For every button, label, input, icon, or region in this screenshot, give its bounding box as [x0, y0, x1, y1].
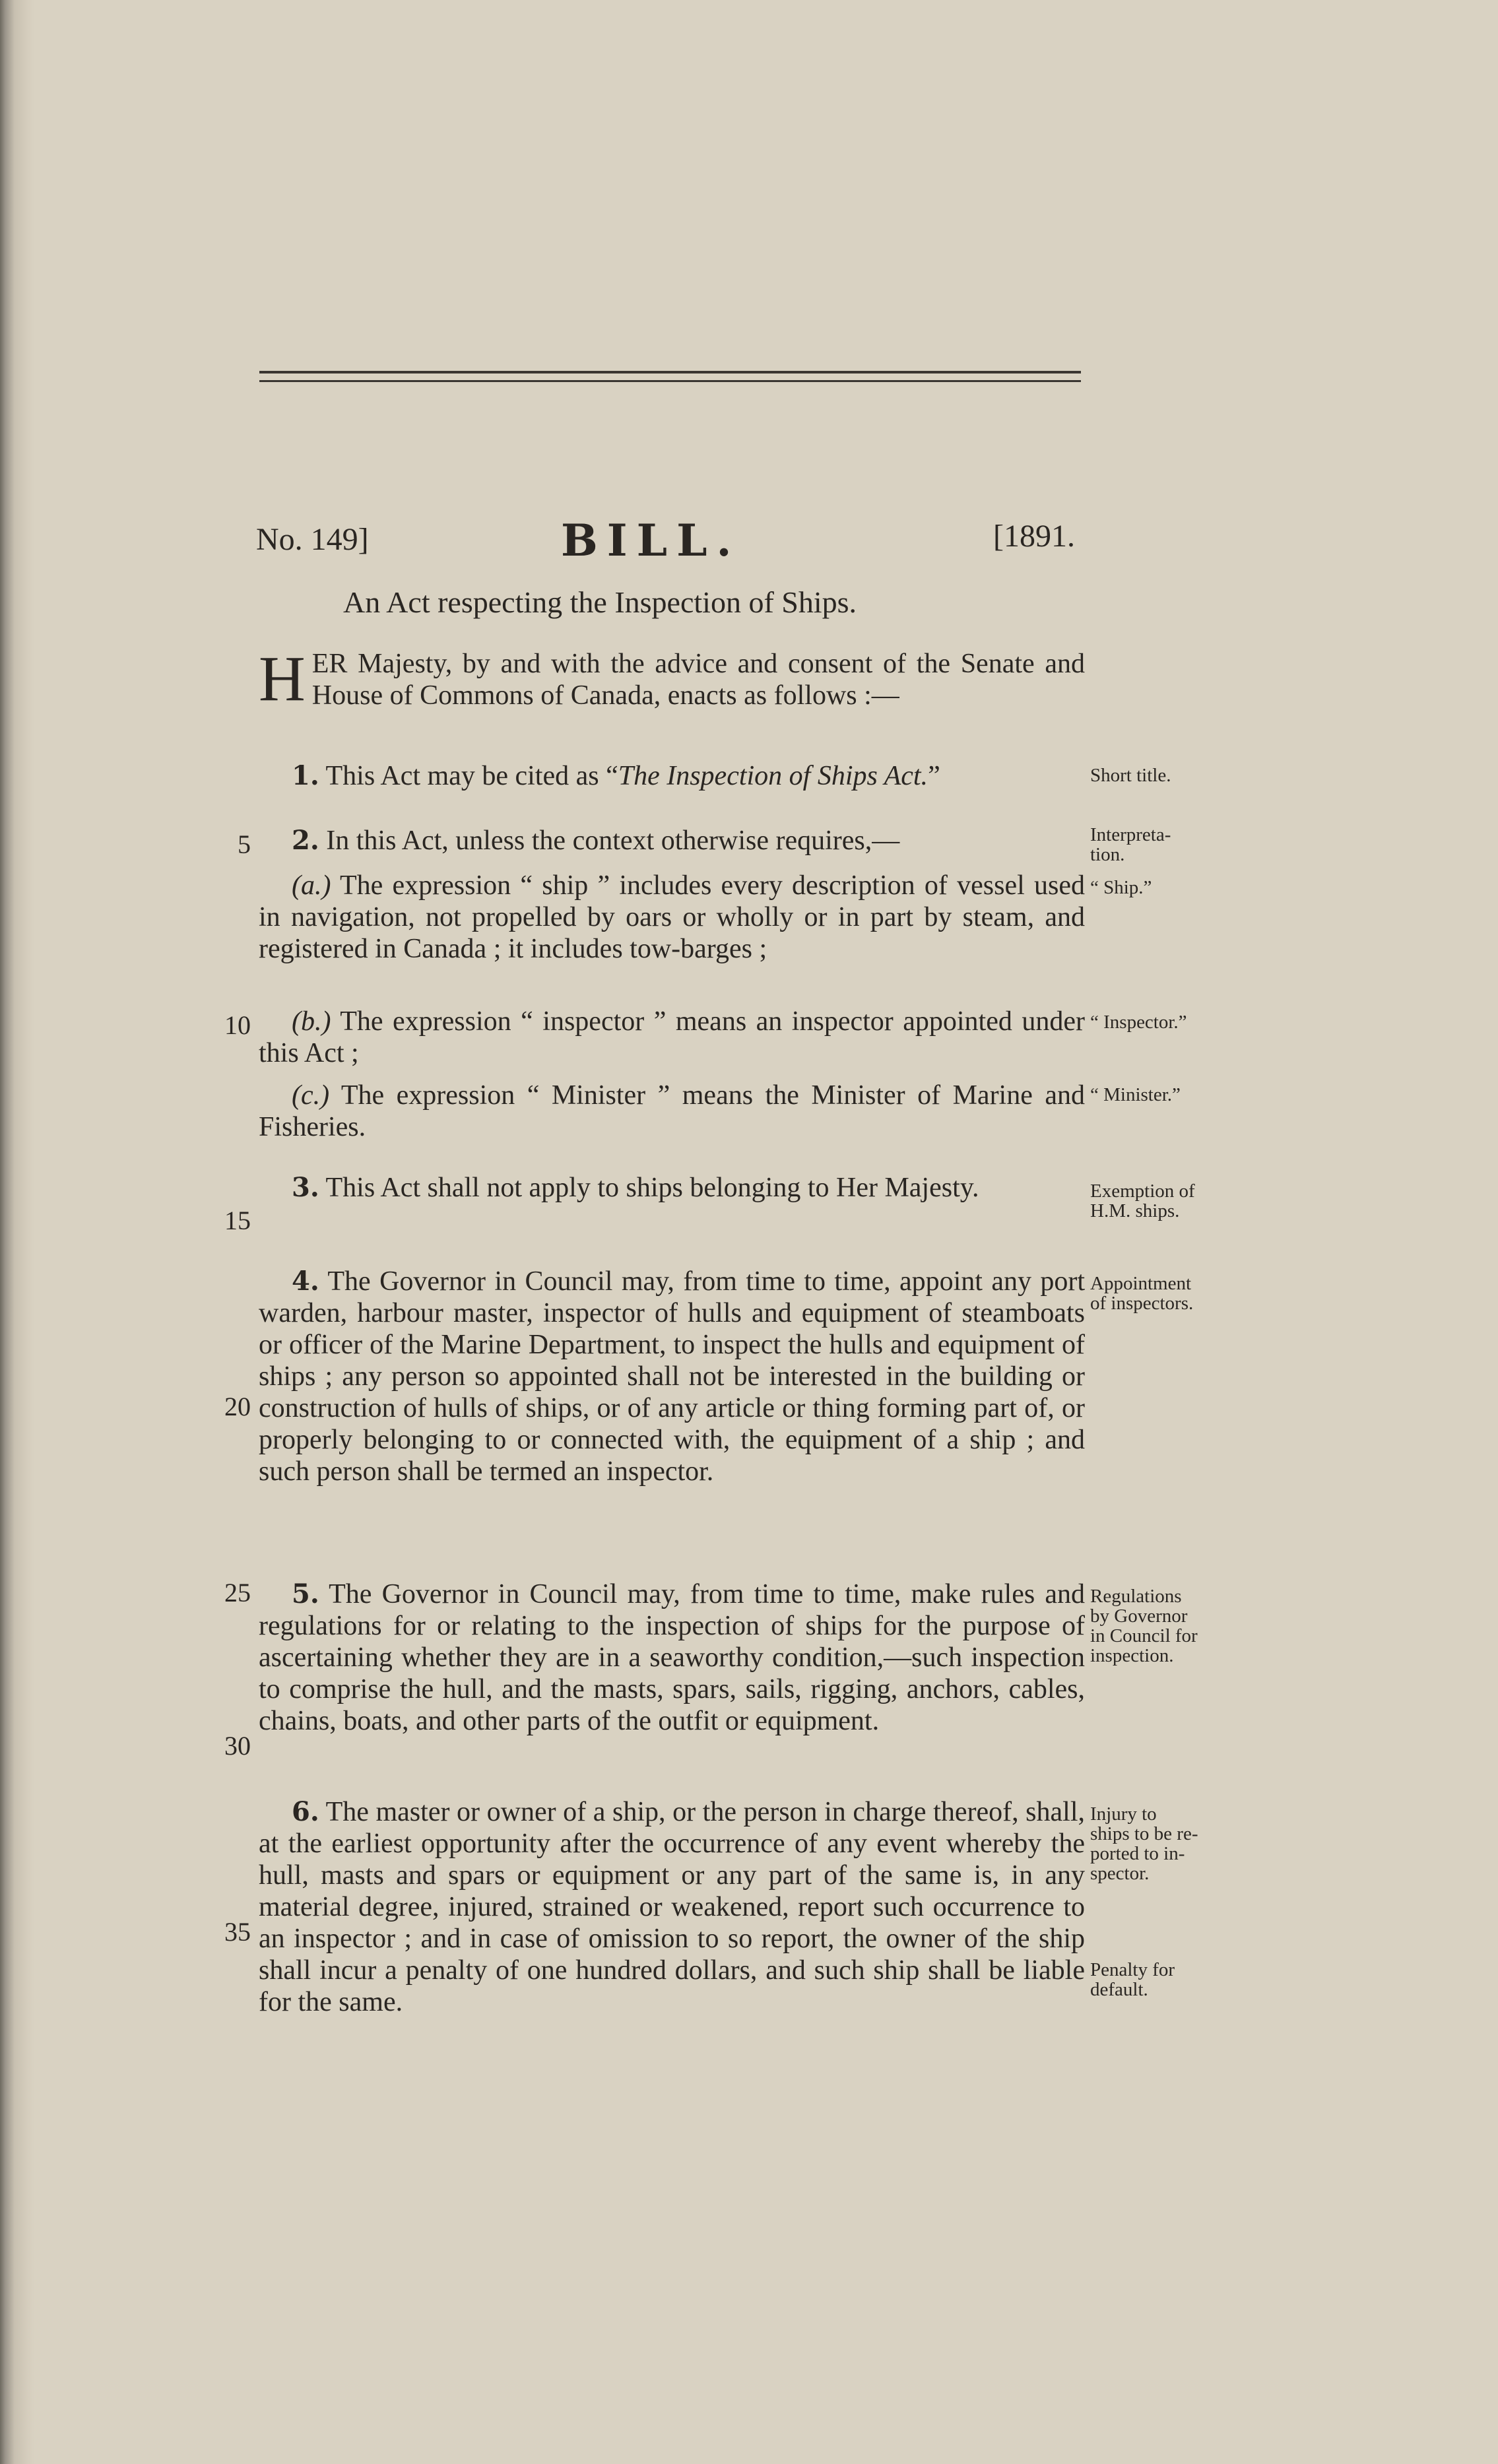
section-6-number: 6. [292, 1796, 319, 1827]
section-2a-text: The expression “ ship ” includes every description of vessel used in navigation, not propelled by oars or wholly or in part by steam, and registered in Canada ; it includes tow-barges ; [259, 870, 1085, 964]
section-6 [259, 1796, 1085, 2018]
preamble-text: ER Majesty, by and with the advice and consent of the Senate and House of Commons of Canada, enacts as follows :— [311, 649, 1085, 711]
section-1-number: 1. [292, 760, 319, 791]
section-5-text: The Governor in Council may, from time to time, make rules and regulations for or relating to the inspection of ships for the purpose of ascertaining whether they are in a seaworthy condition,—such inspection to comprise the hull, and the masts, spars, sails, rigging, anchors, cables, chains, boats, and other parts of the outfit or equipment. [259, 1579, 1085, 1736]
section-4 [259, 1266, 1085, 1487]
section-5-number: 5. [292, 1578, 319, 1609]
section-3-number: 3. [292, 1172, 319, 1203]
margin-note-exemption: Exemption of H.M. ships. [1090, 1181, 1195, 1221]
section-2-number: 2. [292, 825, 319, 856]
section-2a [259, 870, 1085, 965]
section-4-number: 4. [292, 1266, 319, 1297]
margin-note-injury: Injury to ships to be re- ported to in- spector. [1090, 1803, 1198, 1884]
line-number-30: 30 [224, 1731, 251, 1761]
margin-note-minister: “ Minister.” [1090, 1084, 1181, 1105]
margin-note-ship: “ Ship.” [1090, 877, 1152, 898]
line-number-25: 25 [224, 1578, 251, 1607]
section-2c [259, 1080, 1085, 1143]
line-number-15: 15 [224, 1206, 251, 1235]
margin-note-short-title: Short title. [1090, 765, 1171, 786]
act-title: An Act respecting the Inspection of Ships. [343, 585, 857, 619]
section-1-text: This Act may be cited as “ [325, 761, 618, 791]
preamble [259, 643, 1085, 715]
bill-year: [1891. [993, 519, 1075, 554]
line-number-20: 20 [224, 1392, 251, 1421]
section-4-text: The Governor in Council may, from time to time, appoint any port warden, harbour master, inspector of hulls and equipment of steamboats or officer of the Marine Department, to inspect the hulls and equipment of ships ; any person so appointed shall not be interested in the building or construction of hulls of ships, or of any article or thing forming part of, or properly belonging to or connected with, the equipment of a ship ; and such person shall be termed an inspector. [259, 1266, 1086, 1487]
header-rule-top [259, 371, 1081, 373]
section-5 [259, 1578, 1085, 1737]
header-rule-bottom [259, 380, 1081, 382]
section-2c-label: (c.) [292, 1080, 330, 1111]
page-binding-edge [0, 0, 34, 2464]
margin-note-inspector: “ Inspector.” [1090, 1012, 1187, 1033]
section-1-act-title: The Inspection of Ships Act. [618, 761, 928, 791]
margin-note-penalty: Penalty for default. [1090, 1959, 1175, 2000]
section-2b [259, 1006, 1085, 1069]
section-6-text: The master or owner of a ship, or the person in charge thereof, shall, at the earliest opportunity after the occurrence of any event whereby the hull, masts and spars or equipment or any part of the same is, in any material degree, injured, strained or weakened, report such occurrence to an inspector ; and in case of omission to so report, the owner of the ship shall incur a penalty of one hundred dollars, and such ship shall be liable for the same. [259, 1797, 1085, 2017]
section-2b-text: The expression “ inspector ” means an inspector appointed under this Act ; [259, 1006, 1085, 1068]
section-3 [259, 1172, 1085, 1204]
section-3-text: This Act shall not apply to ships belonging to Her Majesty. [325, 1173, 979, 1203]
bill-number: No. 149] [256, 522, 369, 557]
bill-heading: BILL. [561, 515, 741, 566]
section-2b-label: (b.) [292, 1006, 331, 1037]
section-1 [259, 760, 1085, 792]
margin-note-appointment: Appointment of inspectors. [1090, 1273, 1194, 1314]
margin-note-interpretation: Interpreta- tion. [1090, 824, 1171, 865]
line-number-35: 35 [224, 1917, 251, 1947]
section-2c-text: The expression “ Minister ” means the Minister of Marine and Fisheries. [259, 1080, 1085, 1142]
section-1-close-quote: ” [928, 761, 940, 791]
section-2a-label: (a.) [292, 870, 331, 901]
section-2 [259, 825, 1085, 857]
preamble-dropcap: H [259, 643, 306, 715]
section-2-text: In this Act, unless the context otherwise requires,— [326, 826, 900, 856]
margin-note-regulations: Regulations by Governor in Council for inspection. [1090, 1586, 1198, 1666]
line-number-5: 5 [238, 829, 251, 859]
line-number-10: 10 [224, 1010, 251, 1040]
